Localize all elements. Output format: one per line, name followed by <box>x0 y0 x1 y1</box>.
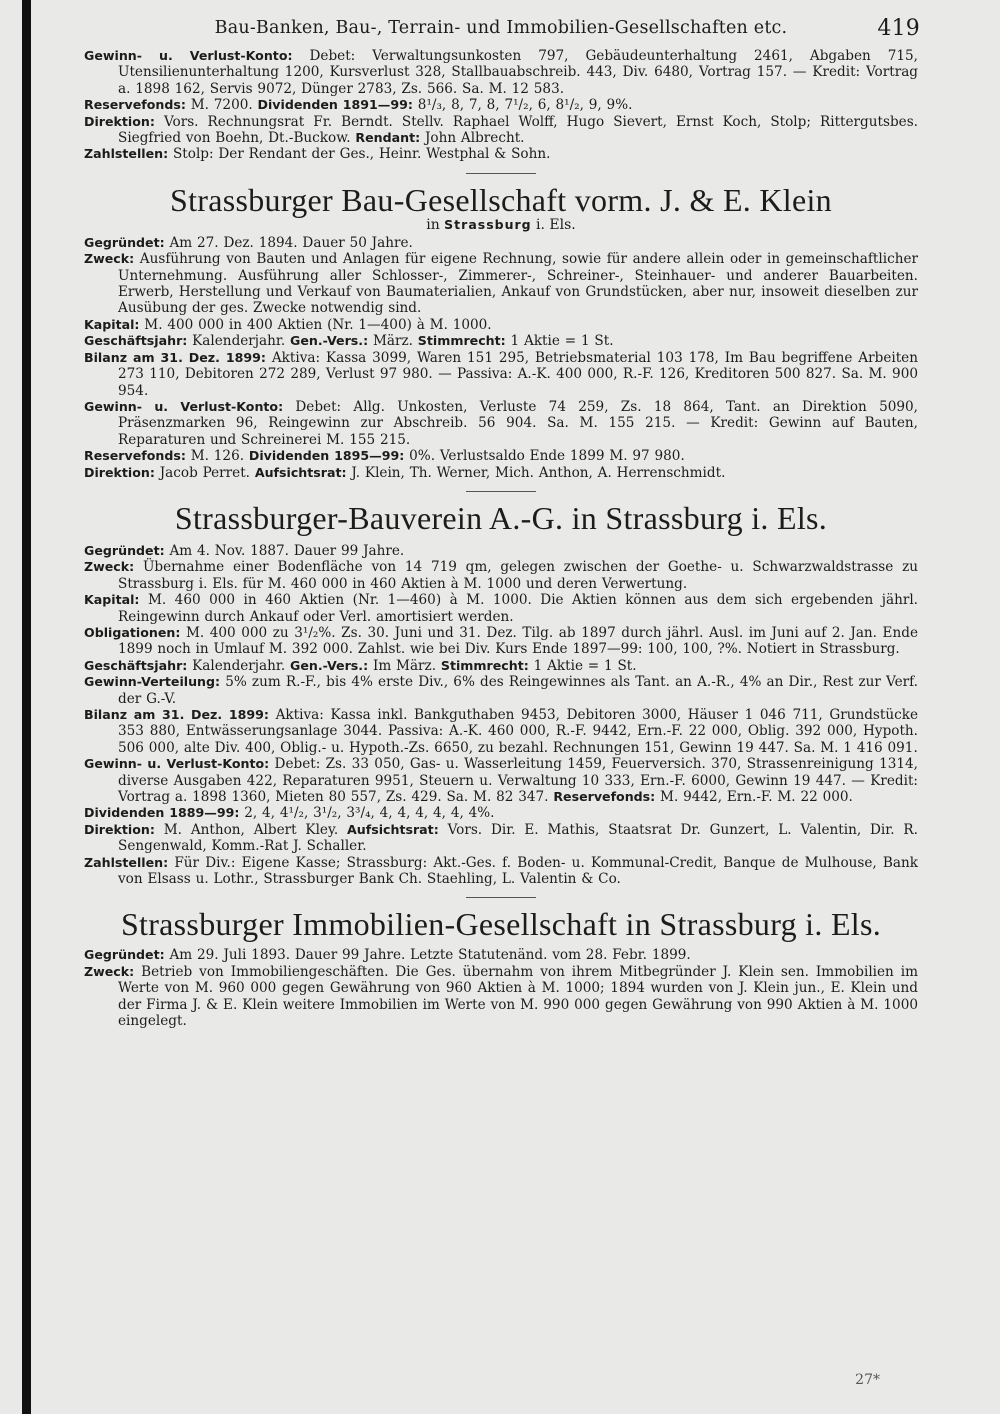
line-label: Gewinn- u. Verlust-Konto: <box>84 48 293 63</box>
document-page <box>84 14 918 1030</box>
entry-line <box>84 947 918 963</box>
entry-line <box>84 625 918 658</box>
line-label: Reservefonds: <box>84 448 186 464</box>
line-label: Zweck: <box>84 963 135 979</box>
location-prefix: in <box>426 216 440 233</box>
line-text: M. 460 000 in 460 Aktien (Nr. 1—460) à M. 1000. Die Aktien können aus dem sich ergebenden jährl. Reingewinn durch Ankauf oder Verl. amortisiert werden. <box>118 592 918 625</box>
line-label: Bilanz am 31. Dez. 1899: <box>84 707 269 722</box>
entry-line <box>84 559 918 592</box>
entry-line <box>84 465 918 481</box>
line-label: Direktion: <box>84 464 155 480</box>
line-label: Gen.-Vers.: <box>290 657 369 673</box>
line-label: Bilanz am 31. Dez. 1899: <box>84 349 266 365</box>
line-label: Zahlstellen: <box>84 854 169 870</box>
line-text: Übernahme einer Bodenfläche von 14 719 qm, gelegen zwischen der Goethe- u. Schwarzwaldstrasse zu Strassburg i. Els. für M. 460 000 in 460 Aktien à M. 1000 und deren Verwertung. <box>118 559 919 592</box>
entry-line <box>84 317 918 333</box>
line-text: John Albrecht. <box>424 130 525 147</box>
location-suffix: i. Els. <box>536 216 576 233</box>
entry-line <box>84 114 918 147</box>
entry-line <box>84 822 918 855</box>
line-label: Kapital: <box>84 316 140 332</box>
section-divider <box>466 491 536 492</box>
company-title: Strassburger Bau-Gesellschaft vorm. J. & E. Klein <box>170 181 832 218</box>
line-label: Zahlstellen: <box>84 146 169 162</box>
signature-mark: 27* <box>855 1372 880 1388</box>
line-text: Am 29. Juli 1893. Dauer 99 Jahre. Letzte Statutenänd. vom 28. Febr. 1899. <box>169 947 691 964</box>
line-text: Am 4. Nov. 1887. Dauer 99 Jahre. <box>169 542 405 559</box>
section-divider <box>466 173 536 174</box>
line-text: Kalenderjahr. <box>192 333 286 350</box>
entry-line <box>84 805 918 821</box>
line-text: Betrieb von Immobiliengeschäften. Die Ges. übernahm von ihrem Mitbegründer J. Klein sen. Immobilien im Werte von M. 960 000 gegen Gewährung von 960 Aktien à M. 1000; 1894 wurden von J. Klein jun., E. Klein und der Firma J. & E. Klein weitere Immobilien im Werte von M. 990 000 gegen Gewährung von 990 Aktien à M. 1000 eingelegt. <box>118 963 918 1030</box>
line-label: Aufsichtsrat: <box>254 464 347 480</box>
entry-line <box>84 964 918 1030</box>
entry-line <box>84 48 918 97</box>
entry-line <box>84 235 918 251</box>
entry-line <box>84 756 918 805</box>
line-text: M. 400 000 zu 3¹/₂%. Zs. 30. Juni und 31. Dez. Tilg. ab 1897 durch jährl. Ausl. im Juni auf 2. Jan. Ende 1899 noch in Umlauf M. 392 000. Zahlst. wie bei Div. Kurs Ende 1897—99: 100, 100, ?%. Notiert in Strassburg. <box>118 624 918 658</box>
line-label: Kapital: <box>84 592 140 608</box>
page-number: 419 <box>877 16 920 41</box>
line-label: Geschäftsjahr: <box>84 333 188 349</box>
line-text: 0%. Verlustsaldo Ende 1899 M. 97 980. <box>409 448 685 465</box>
running-header <box>84 14 918 48</box>
line-text: M. 400 000 in 400 Aktien (Nr. 1—400) à M. 1000. <box>144 316 492 333</box>
line-text: Stolp: Der Rendant der Ges., Heinr. Westphal & Sohn. <box>172 146 551 163</box>
line-label: Stimmrecht: <box>440 657 529 673</box>
line-text: J. Klein, Th. Werner, Mich. Anthon, A. Herrenschmidt. <box>351 464 726 481</box>
line-text: Für Div.: Eigene Kasse; Strassburg: Akt.-Ges. f. Boden- u. Kommunal-Credit, Banque de Mulhouse, Bank von Elsass u. Lothr., Strassburger Bank Ch. Staehling, L. Valentin & Co. <box>118 854 918 888</box>
line-label: Rendant: <box>355 130 421 146</box>
line-text: M. 126. <box>190 448 245 465</box>
line-text: Aktiva: Kassa 3099, Waren 151 295, Betriebsmaterial 103 178, Im Bau begriffene Arbeiten 273 110, Debitoren 272 289, Verlust 97 980. — Passiva: A.-K. 400 000, R.-F. 126, Kreditoren 500 827. Sa. M. 900 954. <box>118 349 918 399</box>
line-text: 1 Aktie = 1 St. <box>533 657 637 674</box>
line-label: Geschäftsjahr: <box>84 657 188 673</box>
line-label: Direktion: <box>84 821 155 837</box>
entry-line <box>84 350 918 399</box>
line-label: Gegründet: <box>84 542 165 558</box>
line-text: März. <box>372 333 413 350</box>
company-location <box>84 217 918 233</box>
line-label: Dividenden 1895—99: <box>248 448 405 464</box>
line-text: M. Anthon, Albert Kley. <box>163 821 339 838</box>
company-entry <box>84 500 918 888</box>
company-entry <box>84 182 918 481</box>
line-label: Reservefonds: <box>553 789 656 805</box>
entry-line <box>84 333 918 349</box>
line-label: Dividenden 1889—99: <box>84 805 240 821</box>
line-label: Direktion: <box>84 113 155 129</box>
line-text: Am 27. Dez. 1894. Dauer 50 Jahre. <box>169 234 413 251</box>
line-label: Zweck: <box>84 251 135 267</box>
line-label: Gegründet: <box>84 234 165 250</box>
line-label: Gewinn-Verteilung: <box>84 674 221 690</box>
line-label: Stimmrecht: <box>417 333 506 349</box>
line-text: M. 9442, Ern.-F. M. 22 000. <box>660 789 853 806</box>
line-label: Gewinn- u. Verlust-Konto: <box>84 398 284 414</box>
line-label: Zweck: <box>84 559 135 575</box>
line-label: Obligationen: <box>84 624 181 640</box>
line-text: Im März. <box>372 657 437 674</box>
line-text: 8¹/₃, 8, 7, 8, 7¹/₂, 6, 8¹/₂, 9, 9%. <box>417 97 633 114</box>
entry-line <box>84 251 918 317</box>
entry-line <box>84 146 918 162</box>
location-city: Strassburg <box>444 216 532 232</box>
line-text: Ausführung von Bauten und Anlagen für eigene Rechnung, sowie für andere allein oder in gemeinschaftlicher Unternehmung. Ausführung aller Schlosser-, Zimmerer-, Schreiner-, Steinhauer- und anderer Bauarbeiten. Erwerb, Herstellung und Verkauf von Baumaterialien, Ankauf von Grundstücken, aber nur, insoweit dieselben zur Ausübung der ges. Zwecke notwendig sind. <box>118 251 919 317</box>
book-spine-edge <box>22 0 31 1414</box>
line-text: Debet: Allg. Unkosten, Verluste 74 259, Zs. 18 864, Tant. an Direktion 5090, Präsenzmarken 96, Reingewinn zur Abschreib. 56 904. Sa. M. 155 215. — Kredit: Gewinn auf Bauten, Reparaturen und Schreinerei M. 155 215. <box>118 398 918 448</box>
line-text: Vors. Dir. E. Mathis, Staatsrat Dr. Gunzert, L. Valentin, Dir. R. Sengenwald, Komm.-Rat J. Schaller. <box>118 821 918 855</box>
line-text: Debet: Zs. 33 050, Gas- u. Wasserleitung 1459, Feuerversich. 370, Strassenreinigung 1314, diverse Ausgaben 422, Reparaturen 9951, Steuern u. Verwaltung 10 333, Ern.-F. 6000, Gewinn 19 447. — Kredit: Vortrag a. 1898 1360, Mieten 80 557, Zs. 429. Sa. M. 82 347. <box>118 756 918 806</box>
entry-line <box>84 707 918 756</box>
running-title: Bau-Banken, Bau-, Terrain- und Immobilien-Gesellschaften etc. <box>214 18 788 38</box>
entry-line <box>84 399 918 448</box>
line-text: Debet: Verwaltungsunkosten 797, Gebäudeunterhaltung 2461, Abgaben 715, Utensilienunterhaltung 1200, Kursverlust 328, Stallbauabschreib. 443, Div. 6480, Vortrag 157. — Kredit: Vortrag a. 1898 162, Servis 9072, Dünger 2783, Zs. 566. Sa. M. 12 583. <box>118 48 918 97</box>
entry-line <box>84 592 918 625</box>
line-text: Vors. Rechnungsrat Fr. Berndt. Stellv. Raphael Wolff, Hugo Sievert, Ernst Koch, Stolp; Rittergutsbes. Siegfried von Boehn, Dt.-Buckow. <box>118 113 918 147</box>
entry-continued <box>84 48 918 163</box>
line-text: Kalenderjahr. <box>192 657 286 674</box>
line-text: 1 Aktie = 1 St. <box>510 333 614 350</box>
line-text: Aktiva: Kassa inkl. Bankguthaben 9453, Debitoren 3000, Häuser 1 046 711, Grundstücke 353 880, Entwässerungsanlage 3044. Passiva: A.-K. 460 000, R.-F. 9442, Ern.-F. 22 000, Oblig. 392 000, Hypoth. 506 000, alte Div. 400, Oblig.- u. Hypoth.-Zs. 6650, zu bezahl. Rechnungen 151, Gewinn 19 447. Sa. M. 1 416 091. <box>118 707 918 756</box>
company-title: Strassburger-Bauverein A.-G. in Strassburg i. Els. <box>174 499 828 536</box>
section-divider <box>466 897 536 898</box>
line-text: Jacob Perret. <box>159 464 250 481</box>
line-label: Gegründet: <box>84 947 165 963</box>
company-entry <box>84 906 918 1029</box>
entry-line <box>84 658 918 674</box>
line-text: 2, 4, 4¹/₂, 3¹/₂, 3³/₄, 4, 4, 4, 4, 4, 4%. <box>244 805 495 822</box>
entry-line <box>84 448 918 464</box>
line-text: 5% zum R.-F., bis 4% erste Div., 6% des Reingewinnes als Tant. an A.-R., 4% an Dir., Rest zur Verf. der G.-V. <box>118 674 919 707</box>
line-label: Gen.-Vers.: <box>290 333 369 349</box>
line-label: Aufsichtsrat: <box>347 821 439 837</box>
entry-line <box>84 543 918 559</box>
line-label: Dividenden 1891—99: <box>257 97 413 113</box>
entry-line <box>84 674 918 707</box>
company-title: Strassburger Immobilien-Gesellschaft in Strassburg i. Els. <box>120 906 882 943</box>
line-label: Gewinn- u. Verlust-Konto: <box>84 756 270 772</box>
line-text: M. 7200. <box>190 97 253 114</box>
entry-line <box>84 97 918 113</box>
line-label: Reservefonds: <box>84 97 186 113</box>
entry-line <box>84 855 918 888</box>
